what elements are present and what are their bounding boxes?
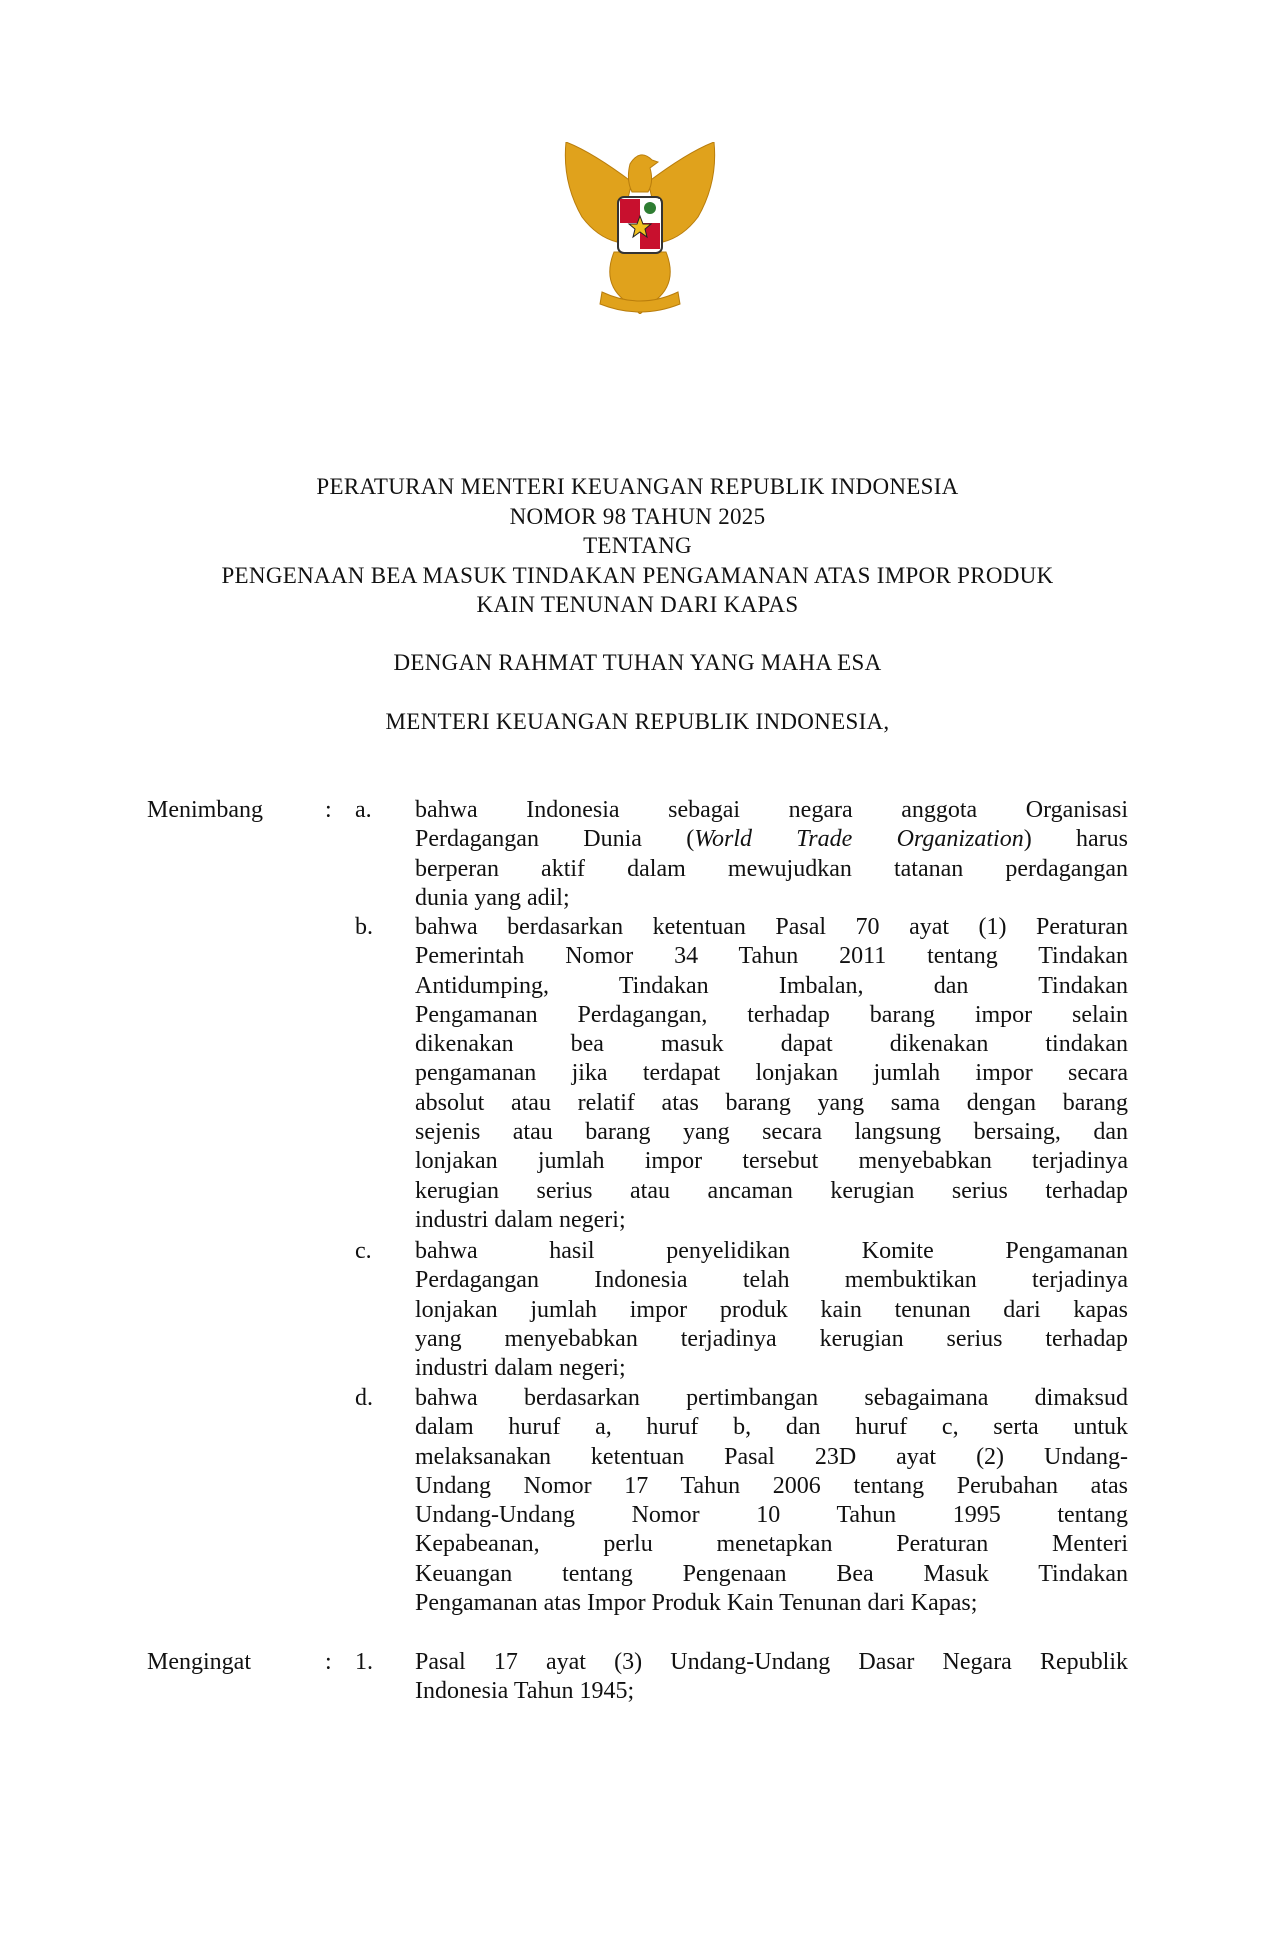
- text-line: dikenakan bea masuk dapat dikenakan tindakan: [415, 1031, 1128, 1058]
- text-line: pengamanan jika terdapat lonjakan jumlah impor secara: [415, 1060, 1128, 1087]
- text-line: Kepabeanan, perlu menetapkan Peraturan Menteri: [415, 1531, 1128, 1558]
- text-line: lonjakan jumlah impor tersebut menyebabkan terjadinya: [415, 1148, 1128, 1175]
- text-line: dalam huruf a, huruf b, dan huruf c, serta untuk: [415, 1414, 1128, 1441]
- invocation: DENGAN RAHMAT TUHAN YANG MAHA ESA: [393, 650, 882, 675]
- text-line: Keuangan tentang Pengenaan Bea Masuk Tindakan: [415, 1560, 1128, 1587]
- mengingat-item-text: [415, 1648, 1128, 1707]
- text-line: berperan aktif dalam mewujudkan tatanan perdagangan: [415, 855, 1128, 882]
- menimbang-item-marker: b.: [355, 914, 373, 940]
- text-line: bahwa berdasarkan ketentuan Pasal 70 ayat (1) Peraturan: [415, 914, 1128, 940]
- text-line: Undang-Undang Nomor 10 Tahun 1995 tentang: [415, 1502, 1128, 1529]
- text-line: Perdagangan Dunia (World Trade Organization) harus: [415, 826, 1128, 853]
- text-line: Perdagangan Indonesia telah membuktikan terjadinya: [415, 1267, 1128, 1294]
- title-subject: PENGENAAN BEA MASUK TINDAKAN PENGAMANAN ATAS IMPOR PRODUK: [221, 562, 1054, 588]
- text-line: bahwa Indonesia sebagai negara anggota Organisasi: [415, 797, 1128, 823]
- text-line: lonjakan jumlah impor produk kain tenunan dari kapas: [415, 1296, 1128, 1323]
- title-line: PERATURAN MENTERI KEUANGAN REPUBLIK INDONESIA: [316, 474, 959, 499]
- text-line: Pengamanan atas Impor Produk Kain Tenunan dari Kapas;: [415, 1590, 978, 1617]
- garuda-emblem-icon: [562, 142, 718, 314]
- menimbang-colon: :: [325, 797, 332, 823]
- text-line: sejenis atau barang yang secara langsung bersaing, dan: [415, 1119, 1128, 1146]
- text-line: Pasal 17 ayat (3) Undang-Undang Dasar Negara Republik: [415, 1649, 1128, 1675]
- menimbang-item-text: [415, 1237, 1128, 1383]
- text-line: Undang Nomor 17 Tahun 2006 tentang Perubahan atas: [415, 1472, 1128, 1499]
- text-line: dunia yang adil;: [415, 884, 570, 911]
- text-line: bahwa hasil penyelidikan Komite Pengamanan: [415, 1238, 1128, 1264]
- menimbang-item-text: [415, 796, 1128, 913]
- regulation-title: [0, 472, 1275, 620]
- text-line: Indonesia Tahun 1945;: [415, 1678, 635, 1705]
- menimbang-item-marker: d.: [355, 1385, 373, 1411]
- text-line: industri dalam negeri;: [415, 1355, 626, 1382]
- mengingat-label: Mengingat: [147, 1649, 251, 1675]
- text-line: Pemerintah Nomor 34 Tahun 2011 tentang Tindakan: [415, 943, 1128, 970]
- title-number: NOMOR 98 TAHUN 2025: [509, 503, 766, 529]
- mengingat-item-marker: 1.: [355, 1649, 373, 1675]
- title-tentang: TENTANG: [583, 533, 692, 558]
- title-subject-cont: KAIN TENUNAN DARI KAPAS: [476, 592, 799, 617]
- text-line: bahwa berdasarkan pertimbangan sebagaimana dimaksud: [415, 1385, 1128, 1411]
- text-line: industri dalam negeri;: [415, 1206, 626, 1233]
- menimbang-label: Menimbang: [147, 797, 263, 823]
- text-line: melaksanakan ketentuan Pasal 23D ayat (2) Undang-: [415, 1443, 1128, 1470]
- text-line: absolut atau relatif atas barang yang sama dengan barang: [415, 1089, 1128, 1116]
- menimbang-item-text: [415, 1384, 1128, 1618]
- text-line: Antidumping, Tindakan Imbalan, dan Tindakan: [415, 972, 1128, 999]
- authority: MENTERI KEUANGAN REPUBLIK INDONESIA,: [385, 709, 890, 734]
- text-line: kerugian serius atau ancaman kerugian serius terhadap: [415, 1177, 1128, 1204]
- text-line: Pengamanan Perdagangan, terhadap barang impor selain: [415, 1001, 1128, 1028]
- mengingat-colon: :: [325, 1649, 332, 1675]
- menimbang-item-text: [415, 913, 1128, 1235]
- text-line: yang menyebabkan terjadinya kerugian serius terhadap: [415, 1325, 1128, 1352]
- menimbang-item-marker: c.: [355, 1238, 372, 1264]
- menimbang-item-marker: a.: [355, 797, 372, 823]
